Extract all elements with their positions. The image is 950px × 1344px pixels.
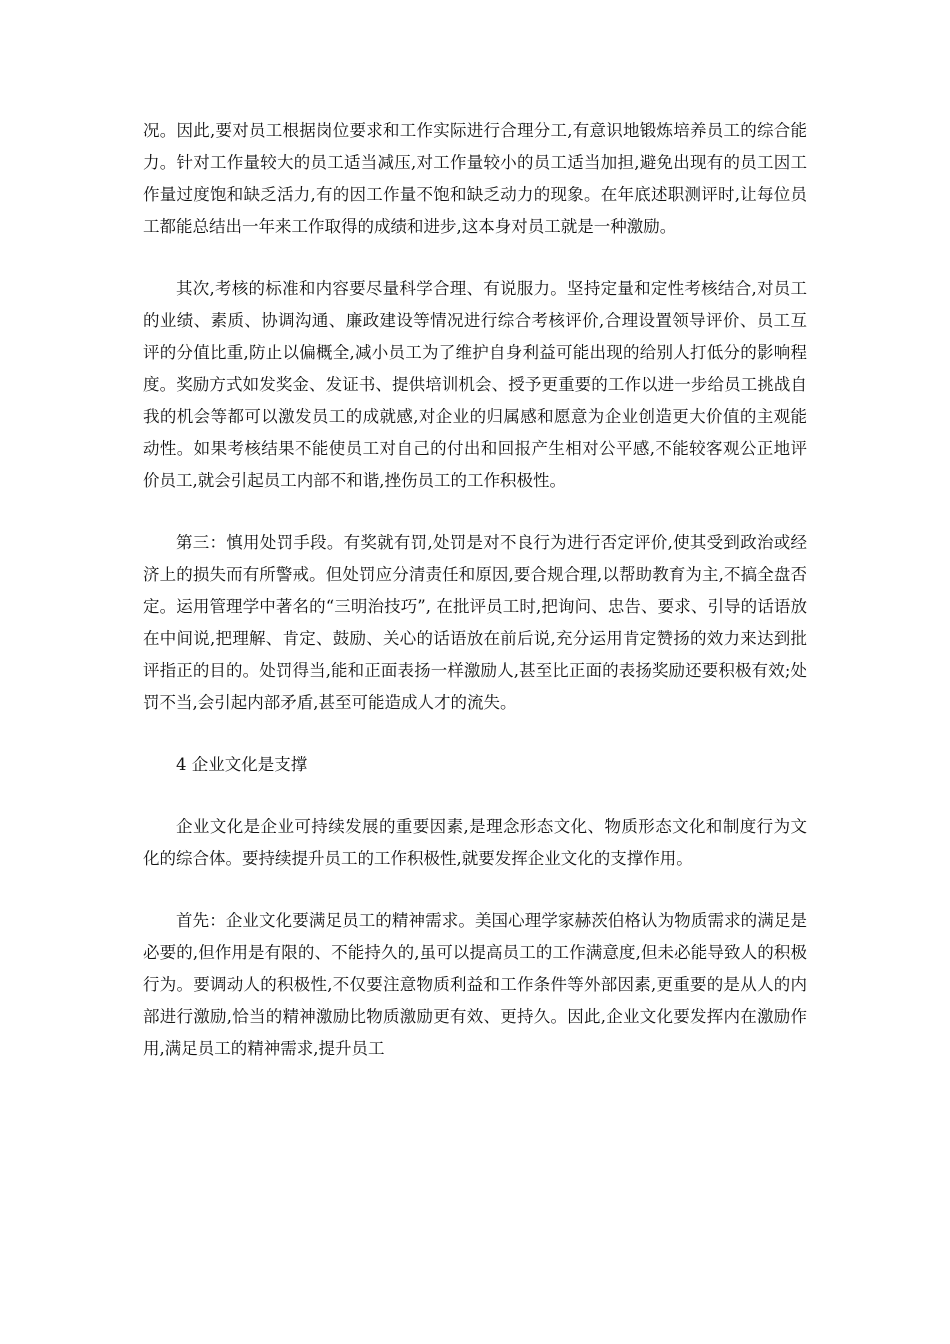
paragraph-continuation: 况。因此,要对员工根据岗位要求和工作实际进行合理分工,有意识地锻炼培养员工的综合能力。针对工作量较大的员工适当减压,对工作量较小的员工适当加担,避免出现有的员工因工作量过度饱和缺乏活力,有的因工作量不饱和缺乏动力的现象。在年底述职测评时,让每位员工都能总结出一年来工作取得的成绩和进步,这本身对员工就是一种激励。 (143, 121, 807, 236)
paragraph-corporate-culture-intro: 企业文化是企业可持续发展的重要因素,是理念形态文化、物质形态文化和制度行为文化的综合体。要持续提升员工的工作积极性,就要发挥企业文化的支撑作用。 (143, 817, 807, 868)
document-body (143, 115, 807, 1095)
paragraph-punishment: 第三：慎用处罚手段。有奖就有罚,处罚是对不良行为进行否定评价,使其受到政治或经济上的损失而有所警戒。但处罚应分清责任和原因,要合规合理,以帮助教育为主,不搞全盘否定。运用管理学中著名的“三明治技巧”, 在批评员工时,把询问、忠告、要求、引导的话语放在中间说,把理解、肯定、鼓励、关心的话语放在前后说,充分运用肯定赞扬的效力来达到批评指正的目的。处罚得当,能和正面表扬一样激励人,甚至比正面的表扬奖励还要积极有效;处罚不当,会引起内部矛盾,甚至可能造成人才的流失。 (143, 533, 807, 712)
section-heading: 4 企业文化是支撑 (176, 755, 308, 774)
paragraph-assessment-standards: 其次,考核的标准和内容要尽量科学合理、有说服力。坚持定量和定性考核结合,对员工的业绩、素质、协调沟通、廉政建设等情况进行综合考核评价,合理设置领导评价、员工互评的分值比重,防止以偏概全,减小员工为了维护自身利益可能出现的给别人打低分的影响程度。奖励方式如发奖金、发证书、提供培训机会、授予更重要的工作以进一步给员工挑战自我的机会等都可以激发员工的成就感,对企业的归属感和愿意为企业创造更大价值的主观能动性。如果考核结果不能使员工对自己的付出和回报产生相对公平感,不能较客观公正地评价员工,就会引起员工内部不和谐,挫伤员工的工作积极性。 (143, 279, 807, 490)
paragraph-spiritual-needs: 首先：企业文化要满足员工的精神需求。美国心理学家赫茨伯格认为物质需求的满足是必要的,但作用是有限的、不能持久的,虽可以提高员工的工作满意度,但未必能导致人的积极行为。要调动人的积极性,不仅要注意物质利益和工作条件等外部因素,更重要的是从人的内部进行激励,恰当的精神激励比物质激励更有效、更持久。因此,企业文化要发挥内在激励作用,满足员工的精神需求,提升员工 (143, 911, 807, 1058)
